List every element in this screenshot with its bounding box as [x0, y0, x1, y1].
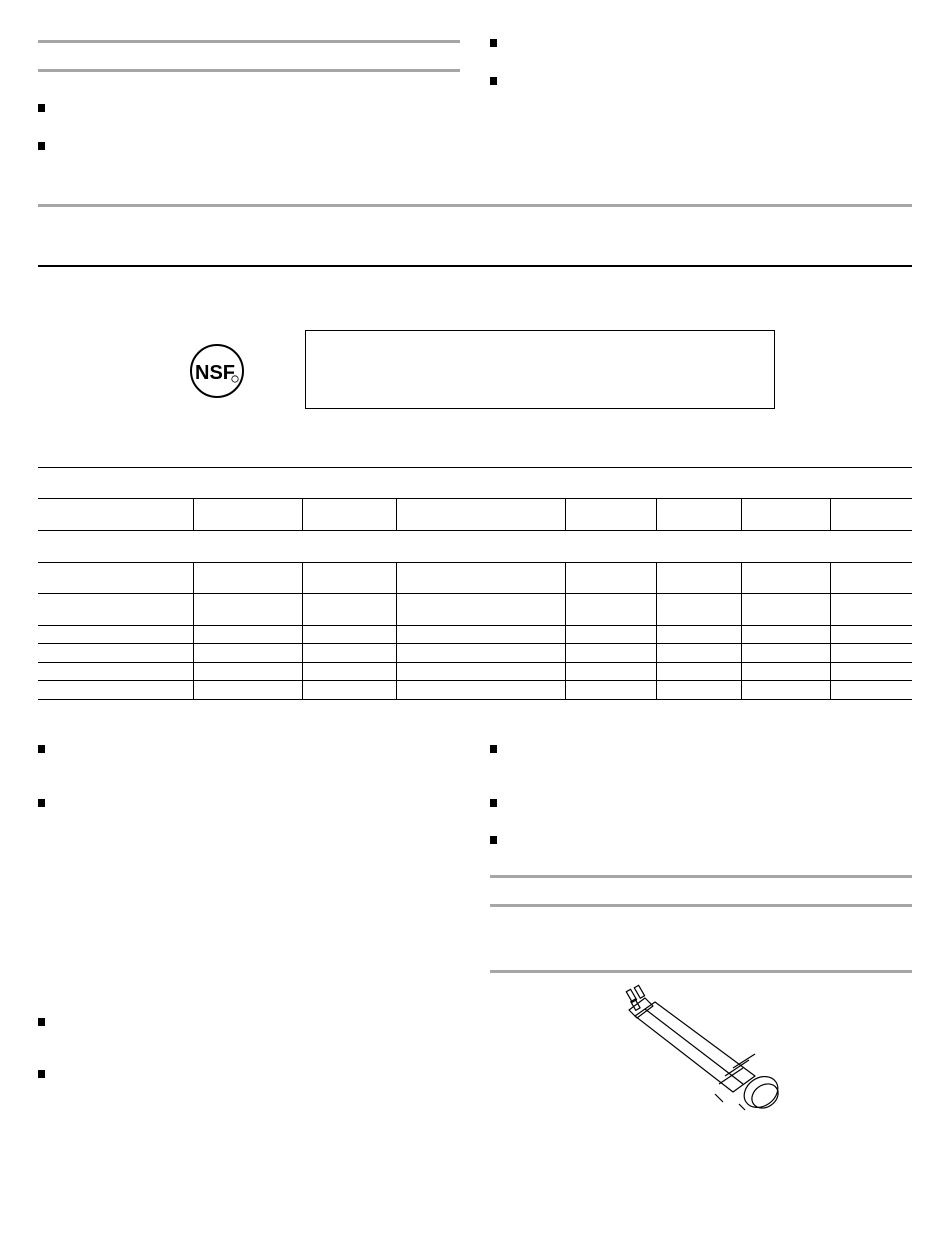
water-filter-cartridge-icon	[615, 982, 785, 1112]
bullet-marker	[490, 799, 497, 807]
table-rule	[38, 680, 912, 681]
table-column-separator	[565, 562, 566, 699]
section-rule-top-left-1	[38, 40, 460, 43]
bullet-marker	[38, 799, 45, 807]
table-column-separator	[830, 498, 831, 530]
bullet-marker	[490, 836, 497, 844]
table-rule	[38, 625, 912, 626]
table-rule	[38, 593, 912, 594]
table-rule	[38, 530, 912, 531]
bullet-marker	[38, 104, 45, 112]
table-top-rule	[38, 467, 912, 468]
table-bottom-rule	[38, 699, 912, 700]
table-column-separator	[302, 562, 303, 699]
section-rule-right-2	[490, 904, 912, 907]
table-rule	[38, 643, 912, 644]
table-column-separator	[565, 498, 566, 530]
table-header-rule	[38, 498, 912, 499]
section-rule-right-1	[490, 875, 912, 878]
section-rule-right-3	[490, 970, 912, 973]
section-rule-full-width	[38, 204, 912, 207]
table-column-separator	[193, 562, 194, 699]
table-column-separator	[830, 562, 831, 699]
bullet-marker	[38, 1070, 45, 1078]
table-column-separator	[656, 562, 657, 699]
certification-statement-box	[305, 330, 775, 409]
table-column-separator	[396, 498, 397, 530]
table-column-separator	[656, 498, 657, 530]
bullet-marker	[38, 142, 45, 150]
bullet-marker	[490, 77, 497, 85]
table-column-separator	[302, 498, 303, 530]
table-rule	[38, 662, 912, 663]
bullet-marker	[38, 745, 45, 753]
table-column-separator	[193, 498, 194, 530]
bullet-marker	[38, 1018, 45, 1026]
table-column-separator	[741, 562, 742, 699]
nsf-certification-logo	[189, 343, 245, 399]
table-column-separator	[396, 562, 397, 699]
section-divider	[38, 265, 912, 267]
nsf-logo-text: NSF	[195, 362, 235, 384]
section-rule-top-left-2	[38, 69, 460, 72]
bullet-marker	[490, 745, 497, 753]
table-rule	[38, 562, 912, 563]
table-column-separator	[741, 498, 742, 530]
bullet-marker	[490, 39, 497, 47]
